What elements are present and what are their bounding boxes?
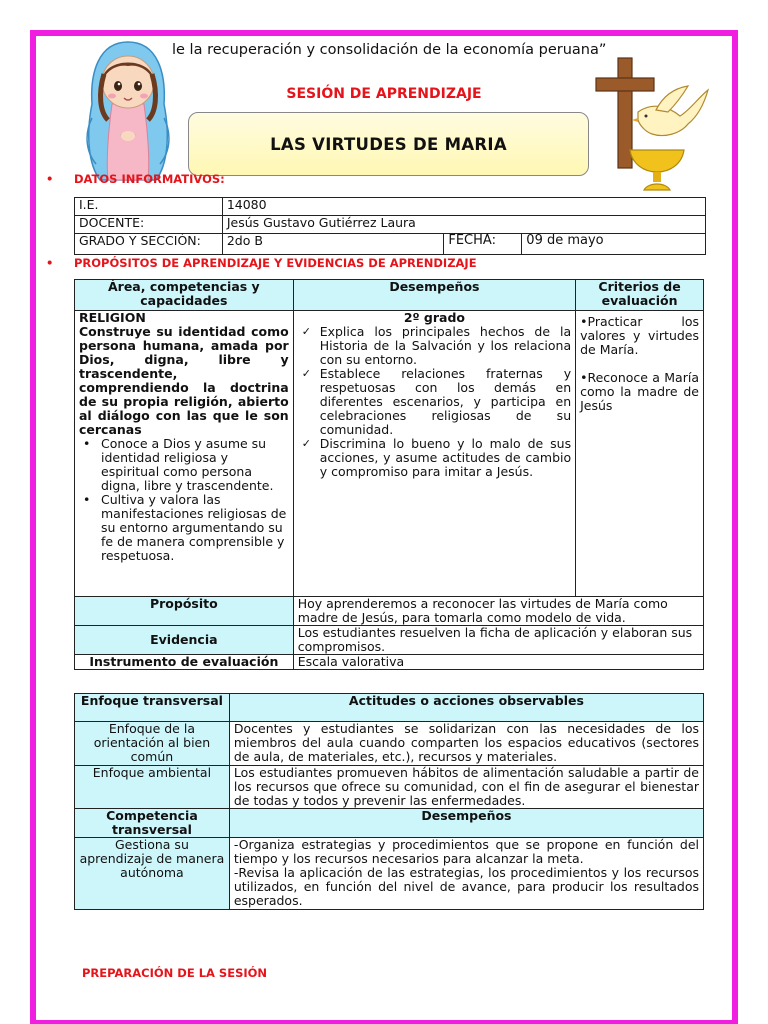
motto-text: le la recuperación y consolidación de la economía peruana”	[172, 42, 607, 58]
evidencia-label: Evidencia	[75, 626, 294, 655]
comp-desempeno-1: -Organiza estrategias y procedimientos que se propone en función del tiempo y los recursos necesarios para alcanzar la meta.	[233, 837, 699, 866]
evidencia-value: Los estudiantes resuelven la ficha de aplicación y elaboran sus compromisos.	[293, 626, 703, 655]
virgin-mary-illustration	[78, 34, 178, 184]
grade-label: 2º grado	[403, 310, 465, 325]
instrumento-label: Instrumento de evaluación	[75, 655, 294, 670]
instrumento-value: Escala valorativa	[293, 655, 703, 670]
enfoque-bien-comun: Enfoque de la orientación al bien común	[75, 722, 230, 766]
section-preparacion: PREPARACIÓN DE LA SESIÓN	[82, 966, 268, 980]
header-enfoque: Enfoque transversal	[75, 694, 230, 722]
grado-label: GRADO Y SECCIÓN:	[75, 234, 223, 255]
competencia-text: Construye su identidad como persona humana, amada por Dios, digna, libre y trascendente, comprendiendo la doctrina de su propia religión, abierto al diálogo con las que le son cercanas	[79, 324, 289, 437]
comp-desempenos-cell	[229, 838, 703, 910]
criterio-item: •Practicar los valores y virtudes de María.	[580, 314, 699, 357]
list-item: ✓ Establece relaciones fraternas y respetuosas con los demás en diferentes escenarios, y participa en celebraciones religiosas de su comunidad.	[298, 367, 571, 437]
chalice-icon	[630, 150, 684, 190]
list-item: ✓ Explica los principales hechos de la Historia de la Salvación y los relaciona con su entorno.	[298, 325, 571, 367]
desempenos-list	[298, 325, 571, 479]
section-datos: • DATOS INFORMATIVOS:	[46, 172, 225, 186]
ie-value: 14080	[222, 198, 705, 216]
header-criterios: Criterios de evaluación	[576, 280, 704, 311]
area-cell	[75, 311, 294, 597]
header-area: Área, competencias y capacidades	[75, 280, 294, 311]
section-propositos: • PROPÓSITOS DE APRENDIZAJE Y EVIDENCIAS DE APRENDIZAJE	[46, 256, 477, 270]
criterio-item: •Reconoce a María como la madre de Jesús	[580, 370, 699, 413]
purpose-table	[74, 279, 704, 670]
datos-table	[74, 197, 706, 255]
ie-label: I.E.	[75, 198, 223, 216]
desempenos-cell	[293, 311, 575, 597]
header-actitudes: Actitudes o acciones observables	[229, 694, 703, 722]
header-desempenos: Desempeños	[293, 280, 575, 311]
actitud-bien-comun: Docentes y estudiantes se solidarizan con las necesidades de los miembros del aula cuando comparten los espacios educativos (sectores de aula, de materiales, etc.), recursos y materiales.	[229, 722, 703, 766]
proposito-label: Propósito	[75, 597, 294, 626]
capacidades-list	[79, 437, 289, 563]
docente-value: Jesús Gustavo Gutiérrez Laura	[222, 216, 705, 234]
session-title: LAS VIRTUDES DE MARIA	[188, 112, 589, 176]
enfoque-ambiental: Enfoque ambiental	[75, 766, 230, 809]
comp-desempeno-2: -Revisa la aplicación de las estrategias, los procedimientos y los recursos utilizados, en función del nivel de avance, para producir los resultados esperados.	[233, 865, 699, 908]
religious-illustration	[594, 54, 712, 194]
list-item: ✓ Discrimina lo bueno y lo malo de sus acciones, y asume actitudes de cambio y compromiso para imitar a Jesús.	[298, 437, 571, 479]
session-label: SESIÓN DE APRENDIZAJE	[286, 86, 482, 102]
docente-label: DOCENTE:	[75, 216, 223, 234]
criterios-cell	[576, 311, 704, 597]
dove-icon	[632, 86, 708, 136]
proposito-value: Hoy aprenderemos a reconocer las virtudes de María como madre de Jesús, para tomarla como modelo de vida.	[293, 597, 703, 626]
fecha-label: FECHA:	[444, 234, 522, 255]
grado-value: 2do B	[222, 234, 444, 255]
list-item: • Conoce a Dios y asume su identidad religiosa y espiritual como persona digna, libre y trascendente.	[79, 437, 289, 493]
header-comp-desempenos: Desempeños	[229, 809, 703, 838]
header-competencia: Competencia transversal	[75, 809, 230, 838]
competencia-transversal: Gestiona su aprendizaje de manera autónoma	[75, 838, 230, 910]
enfoque-table	[74, 693, 704, 910]
actitud-ambiental: Los estudiantes promueven hábitos de alimentación saludable a partir de los recursos que ofrece su comunidad, con el fin de asegurar el bienestar de todas y todos y prevenir las enfermedades.	[229, 766, 703, 809]
fecha-value: 09 de mayo	[522, 234, 706, 255]
list-item: • Cultiva y valora las manifestaciones religiosas de su entorno argumentando su fe de manera comprensible y respetuosa.	[79, 493, 289, 563]
area-name: RELIGION	[79, 310, 146, 325]
